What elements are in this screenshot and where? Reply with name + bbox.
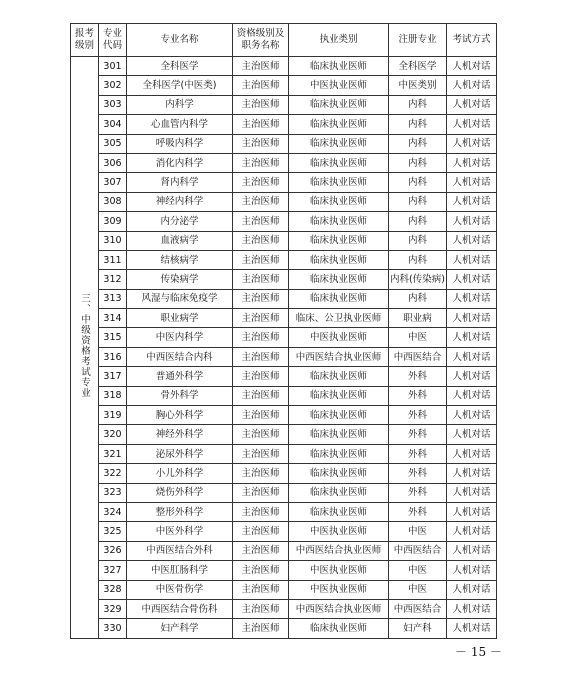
cell-exam-method: 人机对话	[447, 212, 497, 231]
cell-code: 313	[99, 289, 127, 308]
header-qualification: 资格级别及职务名称	[233, 24, 289, 57]
cell-qualification: 主治医师	[233, 580, 289, 599]
header-name: 专业名称	[127, 24, 233, 57]
cell-practice-category: 中西医结合执业医师	[289, 347, 389, 366]
cell-name: 中西医结合骨伤科	[127, 599, 233, 618]
cell-exam-method: 人机对话	[447, 250, 497, 269]
cell-exam-method: 人机对话	[447, 76, 497, 95]
cell-practice-category: 中医执业医师	[289, 328, 389, 347]
cell-practice-category: 临床执业医师	[289, 464, 389, 483]
header-practice-category: 执业类别	[289, 24, 389, 57]
table-row	[71, 425, 497, 444]
cell-exam-method: 人机对话	[447, 580, 497, 599]
cell-qualification: 主治医师	[233, 76, 289, 95]
cell-practice-category: 临床执业医师	[289, 153, 389, 172]
cell-practice-category: 临床执业医师	[289, 115, 389, 134]
table-row	[71, 250, 497, 269]
table-row	[71, 231, 497, 250]
cell-code: 326	[99, 541, 127, 560]
cell-name: 神经内科学	[127, 192, 233, 211]
cell-name: 全科医学	[127, 57, 233, 76]
cell-registered-specialty: 外科	[389, 386, 447, 405]
cell-registered-specialty: 外科	[389, 425, 447, 444]
cell-name: 结核病学	[127, 250, 233, 269]
cell-registered-specialty: 外科	[389, 464, 447, 483]
table-row	[71, 599, 497, 618]
cell-name: 肾内科学	[127, 173, 233, 192]
cell-registered-specialty: 内科	[389, 250, 447, 269]
cell-qualification: 主治医师	[233, 425, 289, 444]
cell-qualification: 主治医师	[233, 57, 289, 76]
header-registered-specialty: 注册专业	[389, 24, 447, 57]
cell-qualification: 主治医师	[233, 483, 289, 502]
table-row	[71, 153, 497, 172]
cell-practice-category: 临床执业医师	[289, 289, 389, 308]
cell-qualification: 主治医师	[233, 231, 289, 250]
cell-qualification: 主治医师	[233, 541, 289, 560]
table-row	[71, 192, 497, 211]
cell-exam-method: 人机对话	[447, 502, 497, 521]
cell-name: 泌尿外科学	[127, 444, 233, 463]
cell-code: 325	[99, 522, 127, 541]
cell-exam-method: 人机对话	[447, 464, 497, 483]
cell-qualification: 主治医师	[233, 502, 289, 521]
cell-exam-method: 人机对话	[447, 328, 497, 347]
cell-practice-category: 临床执业医师	[289, 406, 389, 425]
cell-code: 307	[99, 173, 127, 192]
cell-practice-category: 临床执业医师	[289, 483, 389, 502]
cell-qualification: 主治医师	[233, 173, 289, 192]
cell-practice-category: 临床执业医师	[289, 250, 389, 269]
cell-qualification: 主治医师	[233, 250, 289, 269]
table-row	[71, 309, 497, 328]
cell-registered-specialty: 内科	[389, 231, 447, 250]
cell-code: 324	[99, 502, 127, 521]
cell-name: 内科学	[127, 95, 233, 114]
exam-specialty-table	[70, 23, 497, 639]
table-row	[71, 522, 497, 541]
cell-name: 中医内科学	[127, 328, 233, 347]
cell-qualification: 主治医师	[233, 386, 289, 405]
cell-registered-specialty: 外科	[389, 502, 447, 521]
cell-registered-specialty: 内科	[389, 192, 447, 211]
cell-code: 319	[99, 406, 127, 425]
cell-exam-method: 人机对话	[447, 270, 497, 289]
table-body	[71, 57, 497, 639]
table-row	[71, 580, 497, 599]
cell-name: 神经外科学	[127, 425, 233, 444]
cell-qualification: 主治医师	[233, 367, 289, 386]
cell-code: 308	[99, 192, 127, 211]
table-row	[71, 328, 497, 347]
cell-practice-category: 临床执业医师	[289, 192, 389, 211]
cell-name: 中医骨伤学	[127, 580, 233, 599]
cell-name: 全科医学(中医类)	[127, 76, 233, 95]
header-row	[71, 24, 497, 57]
cell-name: 传染病学	[127, 270, 233, 289]
cell-exam-method: 人机对话	[447, 483, 497, 502]
cell-practice-category: 临床执业医师	[289, 619, 389, 638]
table-row	[71, 76, 497, 95]
cell-exam-method: 人机对话	[447, 386, 497, 405]
cell-practice-category: 临床执业医师	[289, 425, 389, 444]
table-row	[71, 212, 497, 231]
cell-qualification: 主治医师	[233, 115, 289, 134]
table-row	[71, 173, 497, 192]
level-label: 三、中级资格考试专业	[79, 293, 90, 399]
cell-registered-specialty: 内科	[389, 289, 447, 308]
cell-registered-specialty: 外科	[389, 367, 447, 386]
cell-code: 322	[99, 464, 127, 483]
table-row	[71, 541, 497, 560]
table-row	[71, 57, 497, 76]
cell-qualification: 主治医师	[233, 522, 289, 541]
cell-exam-method: 人机对话	[447, 444, 497, 463]
cell-name: 胸心外科学	[127, 406, 233, 425]
cell-qualification: 主治医师	[233, 561, 289, 580]
cell-code: 330	[99, 619, 127, 638]
cell-registered-specialty: 全科医学	[389, 57, 447, 76]
cell-exam-method: 人机对话	[447, 95, 497, 114]
cell-exam-method: 人机对话	[447, 425, 497, 444]
table-row	[71, 134, 497, 153]
cell-name: 骨外科学	[127, 386, 233, 405]
cell-exam-method: 人机对话	[447, 561, 497, 580]
cell-exam-method: 人机对话	[447, 619, 497, 638]
cell-code: 309	[99, 212, 127, 231]
cell-qualification: 主治医师	[233, 464, 289, 483]
cell-name: 中西医结合内科	[127, 347, 233, 366]
cell-qualification: 主治医师	[233, 289, 289, 308]
cell-registered-specialty: 外科	[389, 406, 447, 425]
cell-practice-category: 临床执业医师	[289, 134, 389, 153]
cell-code: 318	[99, 386, 127, 405]
cell-code: 312	[99, 270, 127, 289]
table-row	[71, 95, 497, 114]
cell-qualification: 主治医师	[233, 270, 289, 289]
cell-registered-specialty: 中医	[389, 561, 447, 580]
cell-code: 329	[99, 599, 127, 618]
cell-exam-method: 人机对话	[447, 367, 497, 386]
cell-name: 整形外科学	[127, 502, 233, 521]
table-row	[71, 270, 497, 289]
table-row	[71, 483, 497, 502]
cell-name: 中西医结合外科	[127, 541, 233, 560]
cell-qualification: 主治医师	[233, 619, 289, 638]
cell-registered-specialty: 外科	[389, 444, 447, 463]
cell-exam-method: 人机对话	[447, 57, 497, 76]
table-row	[71, 367, 497, 386]
cell-qualification: 主治医师	[233, 153, 289, 172]
cell-name: 烧伤外科学	[127, 483, 233, 502]
cell-registered-specialty: 中医类别	[389, 76, 447, 95]
cell-exam-method: 人机对话	[447, 347, 497, 366]
cell-exam-method: 人机对话	[447, 192, 497, 211]
level-cell	[71, 57, 99, 639]
cell-code: 316	[99, 347, 127, 366]
cell-name: 中医肛肠科学	[127, 561, 233, 580]
cell-practice-category: 中医执业医师	[289, 580, 389, 599]
cell-code: 314	[99, 309, 127, 328]
cell-exam-method: 人机对话	[447, 599, 497, 618]
cell-name: 中医外科学	[127, 522, 233, 541]
cell-practice-category: 临床执业医师	[289, 173, 389, 192]
cell-code: 317	[99, 367, 127, 386]
table-row	[71, 406, 497, 425]
cell-exam-method: 人机对话	[447, 153, 497, 172]
cell-practice-category: 临床执业医师	[289, 57, 389, 76]
cell-registered-specialty: 外科	[389, 483, 447, 502]
cell-registered-specialty: 中西医结合	[389, 347, 447, 366]
cell-code: 302	[99, 76, 127, 95]
cell-exam-method: 人机对话	[447, 522, 497, 541]
cell-code: 320	[99, 425, 127, 444]
cell-code: 321	[99, 444, 127, 463]
cell-registered-specialty: 中西医结合	[389, 541, 447, 560]
cell-exam-method: 人机对话	[447, 134, 497, 153]
table-row	[71, 347, 497, 366]
table-row	[71, 502, 497, 521]
cell-code: 310	[99, 231, 127, 250]
cell-practice-category: 中医执业医师	[289, 561, 389, 580]
cell-exam-method: 人机对话	[447, 289, 497, 308]
cell-name: 妇产科学	[127, 619, 233, 638]
cell-code: 328	[99, 580, 127, 599]
cell-registered-specialty: 中西医结合	[389, 599, 447, 618]
cell-code: 323	[99, 483, 127, 502]
cell-name: 内分泌学	[127, 212, 233, 231]
cell-practice-category: 中西医结合执业医师	[289, 599, 389, 618]
cell-registered-specialty: 内科(传染病)	[389, 270, 447, 289]
cell-exam-method: 人机对话	[447, 115, 497, 134]
cell-practice-category: 临床执业医师	[289, 502, 389, 521]
cell-registered-specialty: 内科	[389, 95, 447, 114]
cell-qualification: 主治医师	[233, 444, 289, 463]
cell-qualification: 主治医师	[233, 134, 289, 153]
cell-code: 301	[99, 57, 127, 76]
cell-practice-category: 临床执业医师	[289, 231, 389, 250]
cell-registered-specialty: 内科	[389, 212, 447, 231]
cell-qualification: 主治医师	[233, 192, 289, 211]
table-row	[71, 115, 497, 134]
cell-practice-category: 中西医结合执业医师	[289, 541, 389, 560]
cell-name: 血液病学	[127, 231, 233, 250]
cell-practice-category: 临床执业医师	[289, 444, 389, 463]
cell-code: 305	[99, 134, 127, 153]
cell-qualification: 主治医师	[233, 212, 289, 231]
cell-practice-category: 临床执业医师	[289, 270, 389, 289]
cell-code: 304	[99, 115, 127, 134]
cell-qualification: 主治医师	[233, 406, 289, 425]
cell-registered-specialty: 职业病	[389, 309, 447, 328]
cell-qualification: 主治医师	[233, 347, 289, 366]
cell-exam-method: 人机对话	[447, 541, 497, 560]
table-row	[71, 444, 497, 463]
cell-code: 327	[99, 561, 127, 580]
cell-registered-specialty: 内科	[389, 134, 447, 153]
cell-name: 心血管内科学	[127, 115, 233, 134]
cell-practice-category: 临床执业医师	[289, 386, 389, 405]
cell-practice-category: 中医执业医师	[289, 76, 389, 95]
cell-name: 职业病学	[127, 309, 233, 328]
cell-name: 普通外科学	[127, 367, 233, 386]
cell-code: 315	[99, 328, 127, 347]
cell-registered-specialty: 中医	[389, 580, 447, 599]
page-number: － 15 －	[455, 645, 502, 659]
cell-name: 小儿外科学	[127, 464, 233, 483]
cell-code: 306	[99, 153, 127, 172]
header-exam-method: 考试方式	[447, 24, 497, 57]
cell-registered-specialty: 中医	[389, 328, 447, 347]
cell-registered-specialty: 内科	[389, 153, 447, 172]
cell-name: 呼吸内科学	[127, 134, 233, 153]
cell-name: 消化内科学	[127, 153, 233, 172]
cell-qualification: 主治医师	[233, 328, 289, 347]
cell-exam-method: 人机对话	[447, 231, 497, 250]
table-row	[71, 561, 497, 580]
cell-practice-category: 临床执业医师	[289, 367, 389, 386]
cell-qualification: 主治医师	[233, 309, 289, 328]
cell-practice-category: 临床、公卫执业医师	[289, 309, 389, 328]
cell-qualification: 主治医师	[233, 599, 289, 618]
table-row	[71, 619, 497, 638]
table-row	[71, 386, 497, 405]
cell-exam-method: 人机对话	[447, 173, 497, 192]
header-level: 报考级别	[71, 24, 99, 57]
cell-code: 303	[99, 95, 127, 114]
cell-exam-method: 人机对话	[447, 309, 497, 328]
header-code: 专业代码	[99, 24, 127, 57]
table-row	[71, 289, 497, 308]
cell-registered-specialty: 妇产科	[389, 619, 447, 638]
cell-practice-category: 临床执业医师	[289, 95, 389, 114]
cell-name: 风湿与临床免疫学	[127, 289, 233, 308]
cell-registered-specialty: 内科	[389, 115, 447, 134]
cell-registered-specialty: 内科	[389, 173, 447, 192]
cell-practice-category: 中医执业医师	[289, 522, 389, 541]
cell-practice-category: 临床执业医师	[289, 212, 389, 231]
cell-exam-method: 人机对话	[447, 406, 497, 425]
cell-registered-specialty: 中医	[389, 522, 447, 541]
table-row	[71, 464, 497, 483]
cell-qualification: 主治医师	[233, 95, 289, 114]
cell-code: 311	[99, 250, 127, 269]
